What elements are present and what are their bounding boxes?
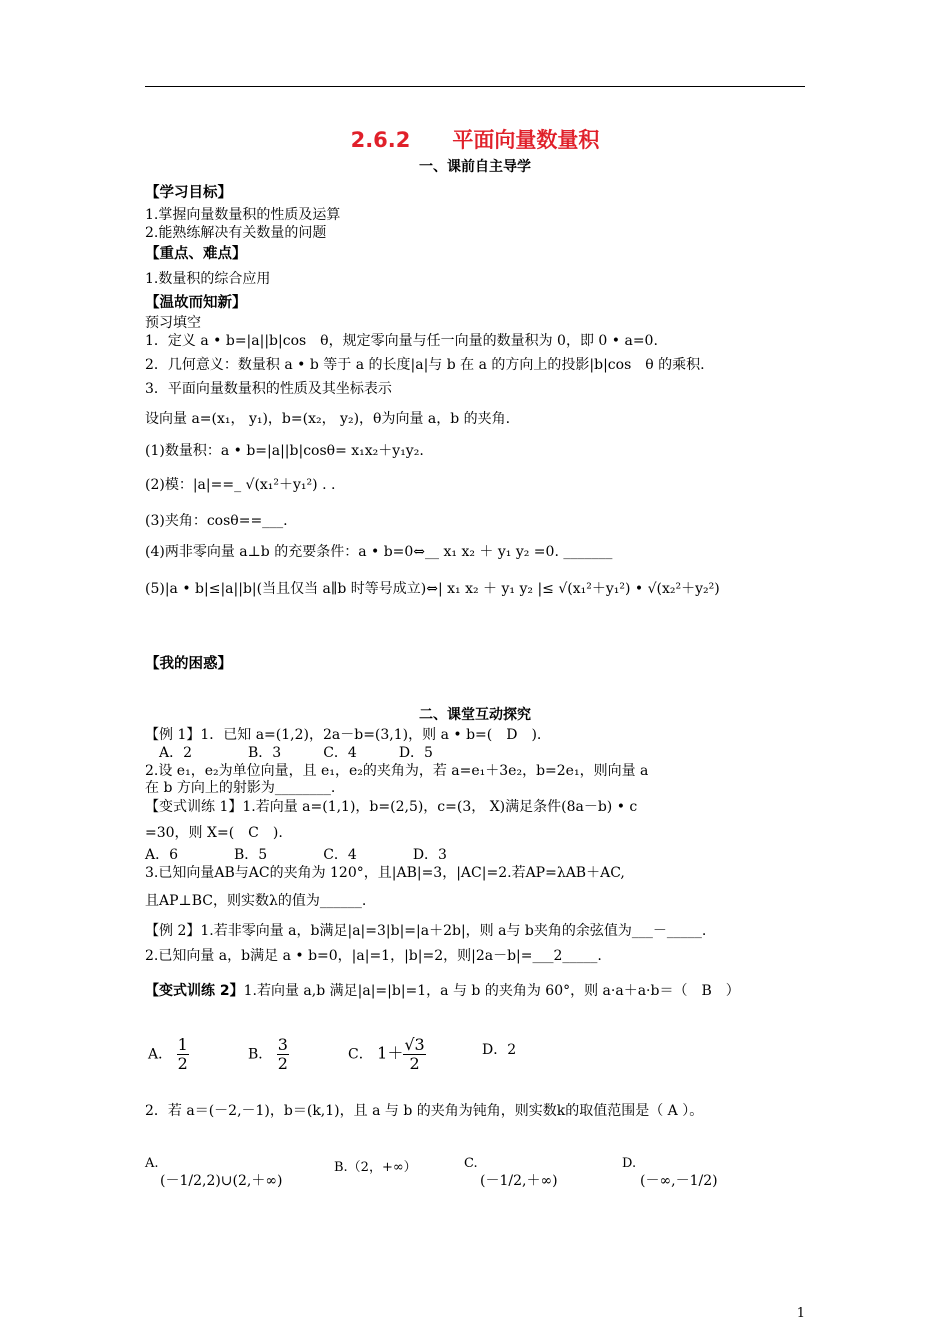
variant-2-q1 (145, 980, 740, 1000)
fraction-three-half (277, 1036, 289, 1073)
review-heading: 【温故而知新】 (145, 295, 247, 311)
item-dot-product: (1)数量积：a • b=|a||b|cosθ= x₁x₂＋y₁y₂. (145, 443, 424, 459)
q2-option-d-label: D. (622, 1156, 637, 1171)
variant-2-option-b (248, 1036, 289, 1073)
q2-option-c-label: C. (464, 1156, 478, 1171)
example-1-q2-line1: 2.设 e₁，e₂为单位向量，且 e₁，e₂的夹角为，若 a=e₁＋3e₂，b=2e₁，则向量 a (145, 763, 649, 779)
q2-option-a-label: A. (145, 1156, 159, 1171)
prefill-label: 预习填空 (145, 315, 201, 331)
example-1: 【例 1】1．已知 a=(1,2)，2a－b=(3,1)，则 a • b=( D ). (145, 727, 542, 743)
option-c-label: C． (348, 1046, 373, 1063)
denominator: 2 (277, 1054, 288, 1073)
example-2-q2: 2.已知向量 a，b满足 a • b=0，|a|=1，|b|=2，则|2a－b|=___2_____. (145, 948, 602, 964)
example-1-options: A．2 B．3 C．4 D．5 (145, 745, 433, 761)
variant-1-options: A．6 B．5 C．4 D．3 (145, 847, 447, 863)
variant-2-option-d: D．2 (482, 1042, 517, 1058)
goals-heading: 【学习目标】 (145, 185, 232, 201)
variant-2-option-c (348, 1036, 426, 1073)
key-1: 1.数量积的综合应用 (145, 271, 271, 287)
fraction-one-half (177, 1036, 189, 1073)
variant-2-q1-text: 1.若向量 a,b 满足|a|=|b|=1，a 与 b 的夹角为 60°，则 a·a＋a·b＝（ B ） (243, 983, 740, 999)
example-2-q1: 【例 2】1.若非零向量 a，b满足|a|=3|b|=|a＋2b|，则 a与 b夹角的余弦值为___－_____. (145, 923, 707, 939)
variant-1-line1: 【变式训练 1】1.若向量 a=(1,1)，b=(2,5)，c=(3， X)满足条件(8a－b) • c (145, 799, 638, 815)
variant-2-q2: 2．若 a＝(－2,－1)，b＝(k,1)，且 a 与 b 的夹角为钝角，则实数k的取值范围是（ A ）。 (145, 1103, 704, 1119)
page-title: 2.6.2 平面向量数量积 (350, 128, 600, 152)
denominator: 2 (177, 1054, 188, 1073)
variant-1-q3-line1: 3.已知向量AB与AC的夹角为 120°，且|AB|=3，|AC|=2.若AP=λAB＋AC, (145, 865, 625, 881)
key-heading: 【重点、难点】 (145, 246, 247, 262)
goal-2: 2.能熟练解决有关数量的问题 (145, 225, 327, 241)
example-1-q2-line2: 在 b 方向上的射影为________. (145, 780, 336, 796)
q2-option-b: B.（2，+∞） (334, 1160, 417, 1175)
para-setup: 设向量 a=(x₁， y₁)，b=(x₂， y₂)，θ为向量 a，b 的夹角. (145, 411, 511, 427)
q2-option-c-interval: (－1/2,＋∞) (480, 1173, 558, 1189)
numerator: √3 (404, 1035, 425, 1054)
page-number: 1 (796, 1306, 805, 1321)
para-definition: 1．定义 a • b=|a||b|cos θ，规定零向量与任一向量的数量积为 0，即 0 • a=0. (145, 333, 658, 349)
header-rule (145, 86, 805, 87)
section-1-heading: 一、课前自主导学 (419, 159, 531, 175)
variant-2-heading: 【变式训练 2】 (145, 983, 244, 999)
section-2-heading: 二、课堂互动探究 (419, 707, 531, 723)
numerator: 1 (177, 1035, 188, 1054)
para-geometry: 2．几何意义：数量积 a • b 等于 a 的长度|a|与 b 在 a 的方向上的投影|b|cos θ 的乘积. (145, 357, 705, 373)
item-magnitude: (2)模：|a|==_ √(x₁²＋y₁²) . . (145, 477, 336, 493)
option-c-prefix: 1＋ (377, 1043, 404, 1063)
option-b-label: B． (248, 1046, 273, 1063)
option-a-label: A． (148, 1046, 173, 1063)
q2-option-d-interval: (－∞,－1/2) (640, 1173, 718, 1189)
para-properties: 3．平面向量数量积的性质及其坐标表示 (145, 381, 392, 397)
item-angle: (3)夹角：cosθ==___. (145, 513, 288, 529)
goal-1: 1.掌握向量数量积的性质及运算 (145, 207, 341, 223)
item-inequality: (5)|a • b|≤|a||b|(当且仅当 a∥b 时等号成立)⇔| x₁ x₂ ＋ y₁ y₂ |≤ √(x₁²＋y₁²) • √(x₂²＋y₂²) (145, 581, 720, 597)
confusion-heading: 【我的困惑】 (145, 656, 232, 672)
fraction-root3-half (403, 1036, 425, 1073)
item-perpendicular: (4)两非零向量 a⊥b 的充要条件：a • b=0⇔__ x₁ x₂ ＋ y₁ y₂ =0. _______ (145, 544, 613, 560)
variant-1-line2: =30，则 X=( C ). (145, 825, 283, 841)
variant-2-option-a (148, 1036, 189, 1073)
variant-1-q3-line2: 且AP⊥BC，则实数λ的值为______. (145, 893, 367, 909)
q2-option-a-interval: (－1/2,2)∪(2,＋∞) (160, 1173, 283, 1189)
numerator: 3 (277, 1035, 288, 1054)
denominator: 2 (409, 1054, 420, 1073)
